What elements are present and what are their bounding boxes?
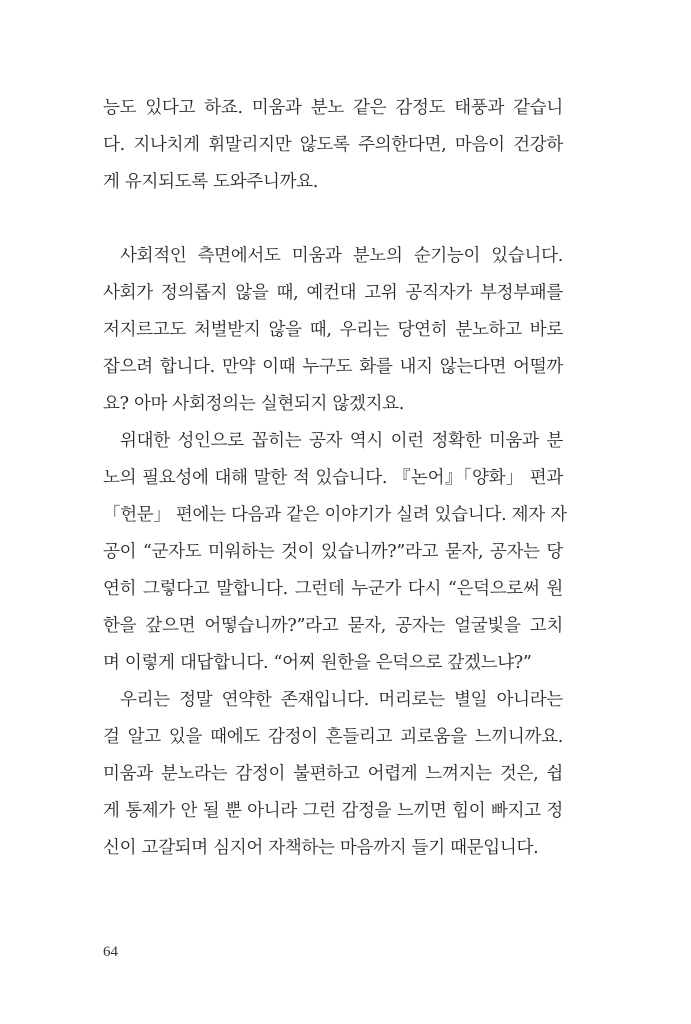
text-line: 노의 필요성에 대해 말한 적 있습니다. 『논어』「양화」 편과	[103, 468, 563, 488]
text-line: 능도 있다고 하죠. 미움과 분노 같은 감정도 태풍과 같습니	[103, 98, 563, 118]
text-line: 사회적인 측면에서도 미움과 분노의 순기능이 있습니다.	[120, 246, 563, 266]
paragraph-3	[103, 423, 567, 682]
text-line: 우리는 정말 연약한 존재입니다. 머리로는 별일 아니라는	[120, 690, 563, 710]
text-line: 다. 지나치게 휘말리지만 않도록 주의한다면, 마음이 건강하	[103, 135, 563, 155]
text-line: 게 유지되도록 도와주니까요.	[103, 172, 319, 192]
text-line: 요? 아마 사회정의는 실현되지 않겠지요.	[103, 394, 405, 414]
paragraph-2	[103, 238, 563, 423]
text-line: 공이 “군자도 미워하는 것이 있습니까?”라고 묻자, 공자는 당	[103, 542, 563, 562]
text-line: 저지르고도 처벌받지 않을 때, 우리는 당연히 분노하고 바로	[103, 320, 563, 340]
text-line: 잡으려 합니다. 만약 이때 누구도 화를 내지 않는다면 어떨까	[103, 357, 563, 377]
paragraph-1	[103, 90, 563, 201]
paragraph-4	[103, 682, 563, 867]
text-line: 위대한 성인으로 꼽히는 공자 역시 이런 정확한 미움과 분	[120, 431, 563, 451]
text-line: 사회가 정의롭지 않을 때, 예컨대 고위 공직자가 부정부패를	[103, 283, 563, 303]
page-number: 64	[103, 944, 118, 960]
text-line: 「헌문」 편에는 다음과 같은 이야기가 실려 있습니다. 제자 자	[103, 505, 567, 525]
text-line: 걸 알고 있을 때에도 감정이 흔들리고 괴로움을 느끼니까요.	[103, 727, 563, 747]
text-line: 연히 그렇다고 말합니다. 그런데 누군가 다시 “은덕으로써 원	[103, 579, 563, 599]
text-line: 미움과 분노라는 감정이 불편하고 어렵게 느껴지는 것은, 쉽	[103, 764, 563, 784]
text-line: 며 이렇게 대답합니다. “어찌 원한을 은덕으로 갚겠느냐?”	[103, 653, 532, 673]
text-line: 한을 갚으면 어떻습니까?”라고 묻자, 공자는 얼굴빛을 고치	[103, 616, 563, 636]
text-line: 게 통제가 안 될 뿐 아니라 그런 감정을 느끼면 힘이 빠지고 정	[103, 801, 563, 821]
text-line: 신이 고갈되며 심지어 자책하는 마음까지 들기 때문입니다.	[103, 838, 539, 858]
